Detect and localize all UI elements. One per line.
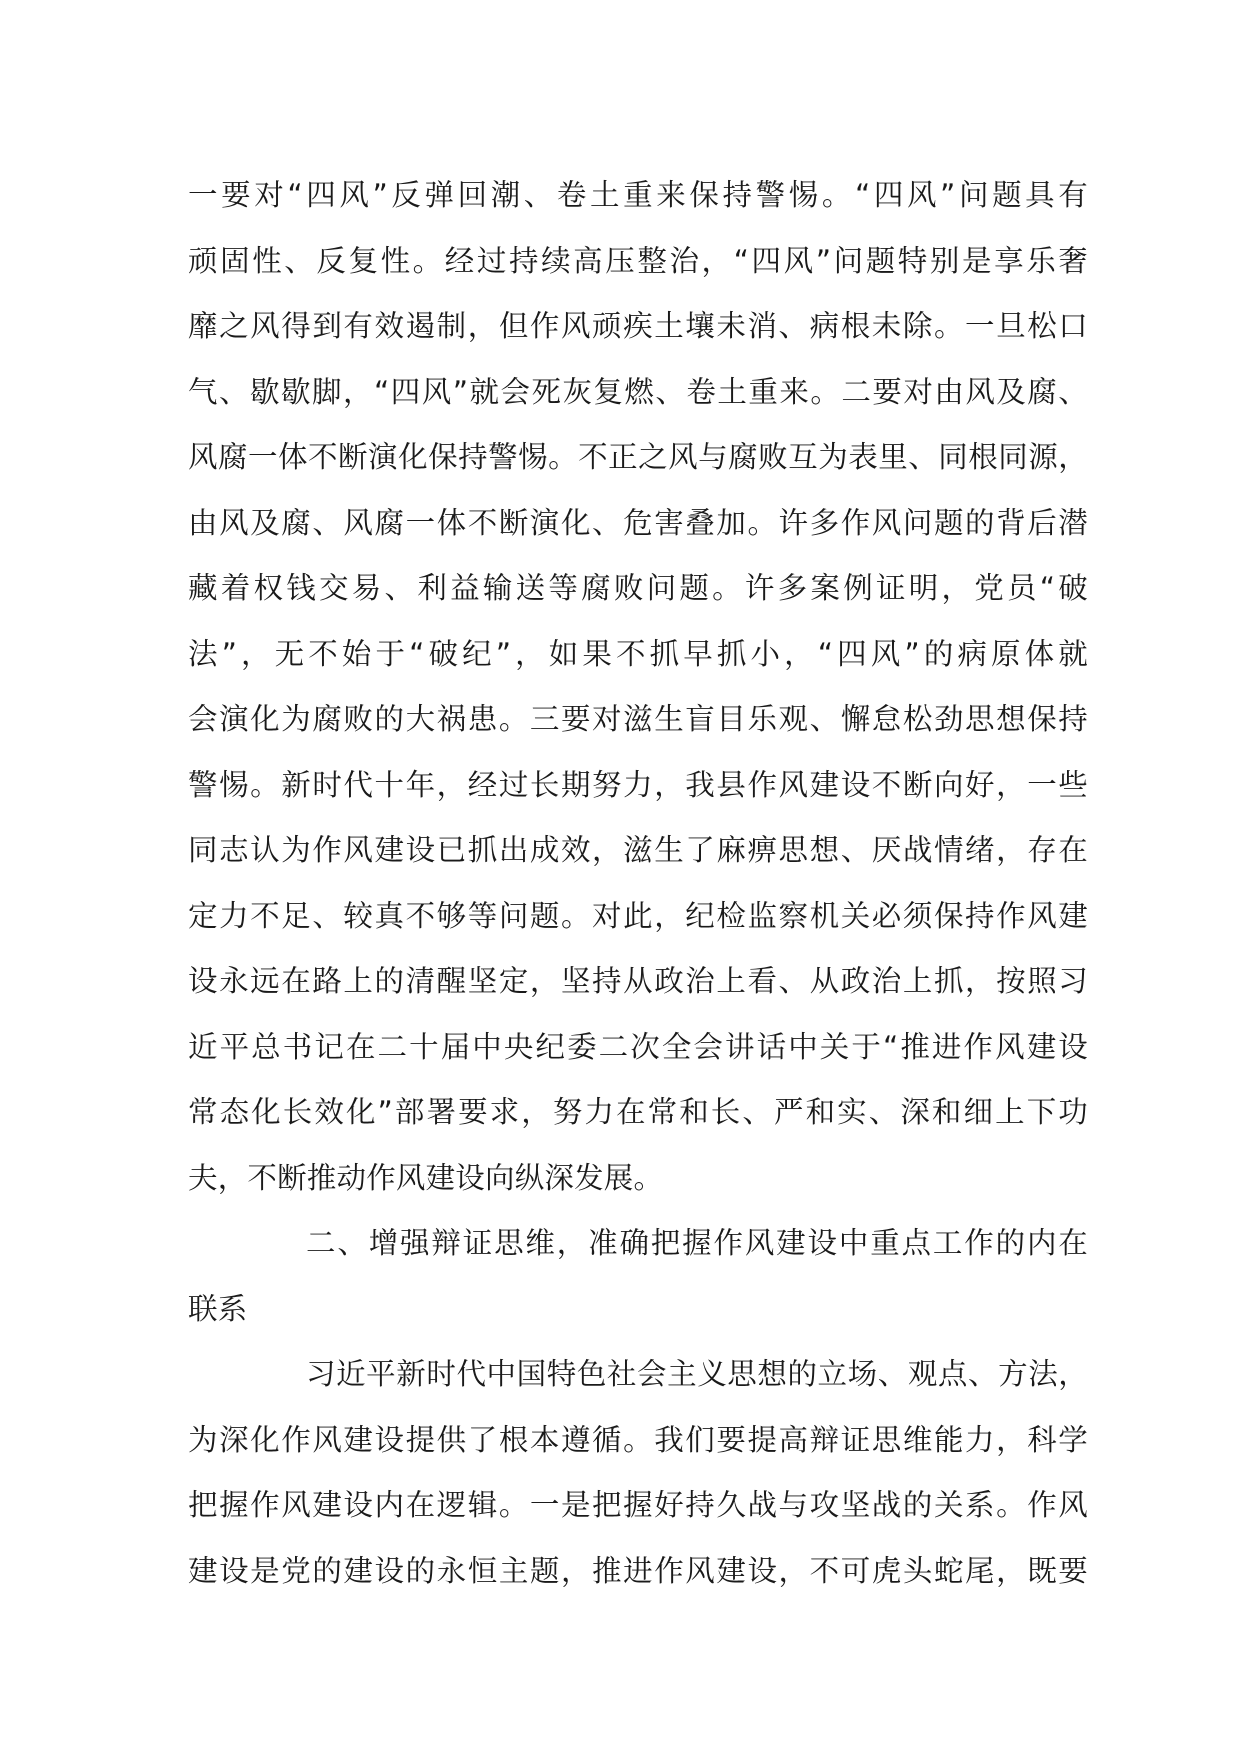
paragraph-line: 定力不足、较真不够等问题。对此，纪检监察机关必须保持作风建 [188,898,1088,933]
paragraph-last-line: 夫，不断推动作风建设向纵深发展。 [188,1160,664,1195]
paragraph-line: 把握作风建设内在逻辑。一是把握好持久战与攻坚战的关系。作风 [188,1488,1088,1522]
paragraph-line: 顽固性、反复性。经过持续高压整治，“四风”问题特别是享乐奢 [188,243,1088,278]
section-heading-line: 二、增强辩证思维，准确把握作风建设中重点工作的内在 [306,1226,1088,1260]
paragraph-line: 常态化长效化”部署要求，努力在常和长、严和实、深和细上下功 [188,1095,1088,1129]
paragraph-line: 由风及腐、风腐一体不断演化、危害叠加。许多作风问题的背后潜 [188,505,1088,540]
paragraph-line: 会演化为腐败的大祸患。三要对滋生盲目乐观、懈怠松劲思想保持 [188,702,1088,736]
body-text [188,170,1088,1611]
paragraph-line: 近平总书记在二十届中央纪委二次全会讲话中关于“推进作风建设 [188,1029,1088,1064]
paragraph-line: 藏着权钱交易、利益输送等腐败问题。许多案例证明，党员“破 [188,571,1088,605]
paragraph-first-line: 习近平新时代中国特色社会主义思想的立场、观点、方法， [306,1357,1088,1391]
paragraph-line: 气、歇歇脚，“四风”就会死灰复燃、卷土重来。二要对由风及腐、 [188,374,1088,409]
paragraph-line: 建设是党的建设的永恒主题，推进作风建设，不可虎头蛇尾，既要 [188,1553,1088,1588]
paragraph-line: 设永远在路上的清醒坚定，坚持从政治上看、从政治上抓，按照习 [188,964,1088,998]
paragraph-line: 风腐一体不断演化保持警惕。不正之风与腐败互为表里、同根同源， [188,440,1088,474]
paragraph-line: 法”，无不始于“破纪”，如果不抓早抓小，“四风”的病原体就 [188,636,1088,671]
paragraph-line: 靡之风得到有效遏制，但作风顽疾土壤未消、病根未除。一旦松口 [188,309,1088,343]
paragraph-line: 为深化作风建设提供了根本遵循。我们要提高辩证思维能力，科学 [188,1422,1088,1457]
section-heading-last-line: 联系 [188,1291,248,1326]
paragraph-line: 同志认为作风建设已抓出成效，滋生了麻痹思想、厌战情绪，存在 [188,833,1088,867]
paragraph-line: 一要对“四风”反弹回潮、卷土重来保持警惕。“四风”问题具有 [188,178,1088,212]
paragraph-line: 警惕。新时代十年，经过长期努力，我县作风建设不断向好，一些 [188,767,1088,802]
